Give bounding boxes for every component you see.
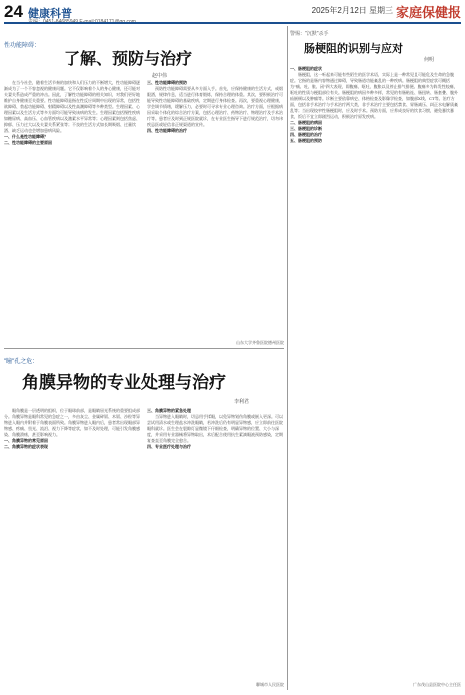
article3-author: 何明: [424, 57, 435, 63]
article3-subhead: 三、肠梗阻的诊断: [290, 126, 322, 131]
section-name: 健康科普: [28, 8, 72, 20]
header-rule: [4, 22, 461, 24]
article2-text: 当异物进入眼睛时，切忌用手揉眼，以免异物划伤角膜或嵌入更深。可以尝试用清水或生理盐水冲洗眼睛，若冲洗后仍有明显异物感，应立即前往医院眼科就诊。医生会在裂隙灯显微镜下仔细检查，明确异物的位置、大小与深度，并采用专业器械将异物取出，术后配合使用抗生素滴眼液预防感染，定期复查直至角膜完全愈合。: [147, 414, 283, 443]
article2-subhead: 一、角膜异物的常见原因: [4, 438, 48, 443]
article3-subhead: 四、肠梗阻的治疗: [290, 132, 322, 137]
article1-body-col2: [147, 80, 284, 344]
article1-subhead: 四、性功能障碍的治疗: [147, 128, 187, 133]
article2-author: 李利君: [234, 399, 250, 405]
article2-subhead: 二、角膜异物的症状表现: [4, 444, 48, 449]
article1-title: 了解、预防与治疗: [64, 51, 193, 68]
article1-tag: 性功能障碍：: [4, 43, 41, 49]
article3-signature: 广东茂山县医院中心主任医: [413, 682, 461, 687]
article2-signature: 聊城市人民医院: [256, 682, 284, 687]
article1-subhead: 三、性功能障碍的预防: [147, 80, 187, 85]
article3-tag: 警惕："沉默"杀手: [290, 31, 329, 37]
article1-author: 赵中伟: [152, 73, 168, 79]
article2-tag: "瞳"孔之危：: [4, 359, 39, 365]
page-number: 24: [4, 2, 23, 21]
page-header: [4, 2, 461, 22]
article1-text: 预防性功能障碍需要从多方面入手。首先，应保持健康的生活方式，戒烟限酒，规律作息，适当进行体育锻炼，保持合理的体重。其次，要积极治疗可能导致性功能障碍的基础疾病，定期进行身体检查。再次，要重视心理健康，学会调节情绪，缓解压力，必要时可寻求专业心理咨询。治疗方面，应根据病因采取个体化的综合治疗方案，包括心理治疗、药物治疗、物理治疗及手术治疗等。患者应及时到正规医院就诊，在专业医生指导下进行规范治疗，切勿讳疾忌医或轻信非正规渠道的宣传。: [147, 86, 283, 127]
article3-title: 肠梗阻的识别与应对: [304, 43, 403, 55]
left-column: [4, 26, 284, 690]
column-divider: [287, 26, 288, 690]
article1-subhead: 一、什么是性功能障碍？: [4, 134, 48, 139]
article3-subhead: 二、肠梗阻的病因: [290, 120, 322, 125]
article2-body-col2: [147, 408, 284, 690]
article-divider: [4, 348, 284, 349]
article1-body-col1: [4, 80, 141, 344]
article3-body: [290, 66, 461, 690]
article3-text: 肠梗阻，这一听起来可能有些陌生的医学术语，实际上是一种常见且可能危及生命的急腹症。它指的是肠内容物通过障碍，导致肠道功能紊乱的一种疾病。肠梗阻的典型症状可概括为"痛、吐、胀、闭"四大表现，即腹痛、呕吐、腹胀以及停止排气排便。腹痛多为阵发性绞痛，呕吐的性质与梗阻部位有关。肠梗阻的病因多种多样，常见的有肠粘连、肠扭转、肠套叠、腹外疝嵌顿以及肿瘤等。诊断主要依靠病史、体格检查及影像学检查，如腹部X线、CT等。治疗方面，包括非手术治疗与手术治疗两大类，非手术治疗主要包括禁食、胃肠减压、纠正水电解质紊乱等；当出现绞窄性肠梗阻时，应及时手术。预防方面，应养成良好的饮食习惯，避免暴饮暴食，饭后不宜立即剧烈运动，积极治疗原发疾病。: [290, 72, 458, 119]
article2-subhead: 四、专业医疗处理与治疗: [147, 444, 191, 449]
article1-text: 在当今社会，随着生活节奏的加快和人们压力的不断增大，性功能障碍逐渐成为了一个不容忽视的健康问题。它不仅影响着个人的身心健康，还可能对夫妻关系造成严重的冲击。因此，了解性功能障碍的相关知识，对我们更好地维护自身健康至关重要。性功能障碍是指在性反应周期中出现的异常，包括性欲障碍、勃起功能障碍、射精障碍以及性高潮障碍等多种类型。生理因素、心理因素以及生活方式等多方面均可能导致该病的发生。生理因素包括慢性疾病如糖尿病、高血压、心血管疾病以及激素水平异常等；心理因素则包括焦虑、抑郁、压力过大以及夫妻关系紧张等；不良的生活方式如长期吸烟、过量饮酒、缺乏运动也会增加患病风险。: [4, 80, 140, 133]
article3-subhead: 一、肠梗阻的症状: [290, 66, 322, 71]
right-column: [290, 26, 461, 690]
article3-subhead: 五、肠梗阻的预防: [290, 138, 322, 143]
article1-signature: 山东大学齐鲁医院德州医院: [236, 340, 284, 345]
article2-text: 眼角膜是一层透明的组织，位于眼球前部，是眼睛屈光系统的重要组成部分。角膜异物是眼科常见的急症之一，多由灰尘、金属碎屑、木屑、沙粒等异物进入眼内并附着于角膜表面所致。角膜异物进入眼内后，患者常出现眼部异物感、疼痛、畏光、流泪、视力下降等症状，如不及时处理，可能引发角膜感染、角膜溃疡，甚至影响视力。: [4, 408, 140, 437]
section-title: 家庭保健报: [395, 5, 461, 20]
article2-body-col1: [4, 408, 141, 690]
issue-date: 2025年2月12日 星期三: [311, 6, 393, 15]
article2-subhead: 三、角膜异物的紧急处理: [147, 408, 191, 413]
article2-title: 角膜异物的专业处理与治疗: [22, 373, 226, 392]
article1-subhead: 二、性功能障碍的主要原因: [4, 140, 52, 145]
